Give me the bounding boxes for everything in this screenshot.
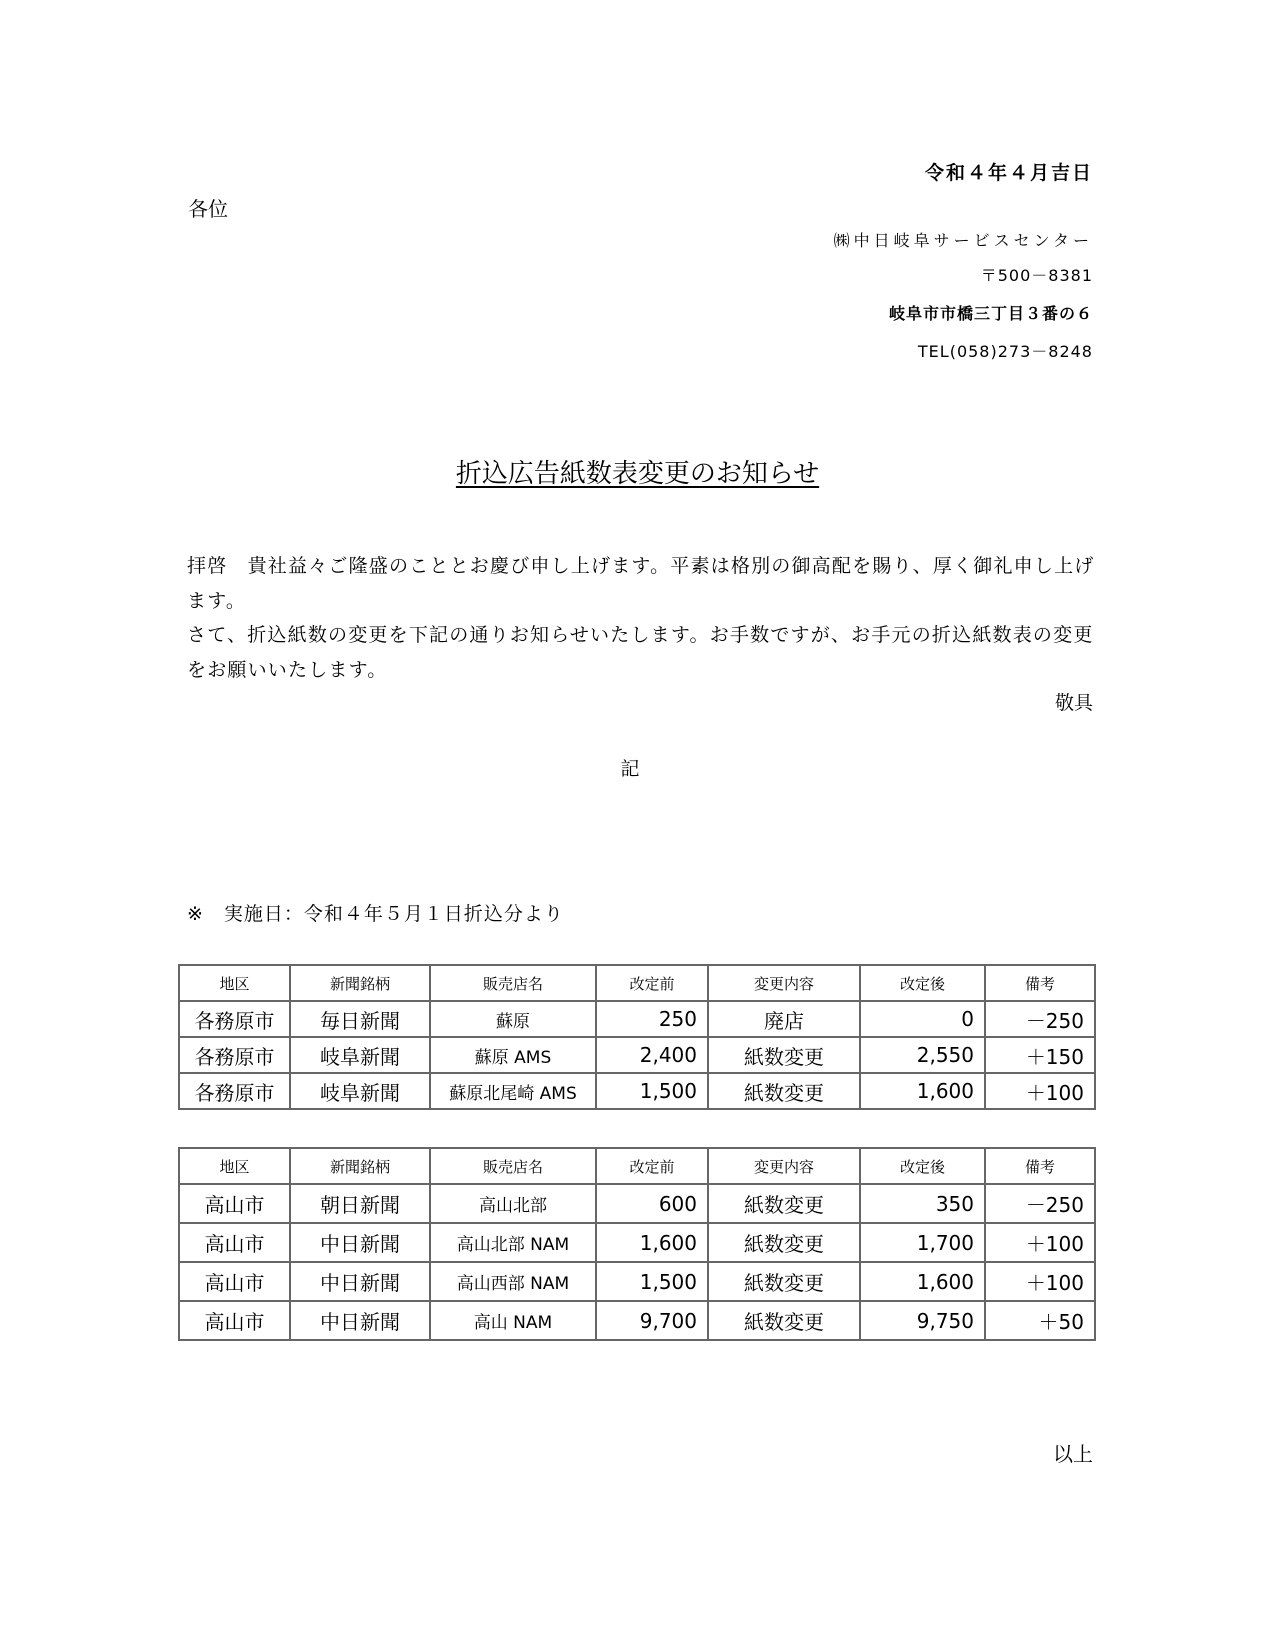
sender-company: ㈱中日岐阜サービスセンター <box>833 231 1093 250</box>
cell-newspaper: 朝日新聞 <box>290 1184 430 1223</box>
cell-area: 高山市 <box>179 1223 290 1262</box>
cell-area: 高山市 <box>179 1262 290 1301</box>
cell-newspaper: 毎日新聞 <box>290 1001 430 1037</box>
header-note: 備考 <box>985 965 1095 1001</box>
cell-before: 9,700 <box>596 1301 708 1340</box>
header-after: 改定後 <box>860 1148 985 1184</box>
table-row <box>179 1184 1095 1223</box>
cell-before: 1,600 <box>596 1223 708 1262</box>
table-row <box>179 1001 1095 1037</box>
cell-change-type: 紙数変更 <box>708 1262 860 1301</box>
cell-note: －250 <box>985 1001 1095 1037</box>
cell-store-name: 蘇原北尾崎 AMS <box>430 1073 596 1109</box>
header-area: 地区 <box>179 1148 290 1184</box>
cell-change-type: 紙数変更 <box>708 1184 860 1223</box>
header-store-name: 販売店名 <box>430 1148 596 1184</box>
table-header-row <box>179 1148 1095 1184</box>
cell-note: ＋100 <box>985 1262 1095 1301</box>
cell-store-name: 蘇原 AMS <box>430 1037 596 1073</box>
cell-store-name: 高山北部 NAM <box>430 1223 596 1262</box>
closing-ijo: 以上 <box>1053 1442 1093 1466</box>
cell-after: 350 <box>860 1184 985 1223</box>
sender-postal-code: 〒500－8381 <box>980 266 1093 285</box>
cell-before: 600 <box>596 1184 708 1223</box>
changes-table-takayama <box>178 1147 1096 1341</box>
cell-area: 各務原市 <box>179 1073 290 1109</box>
cell-before: 1,500 <box>596 1262 708 1301</box>
cell-store-name: 高山西部 NAM <box>430 1262 596 1301</box>
table-body <box>179 1184 1095 1340</box>
table-row <box>179 1073 1095 1109</box>
cell-after: 1,700 <box>860 1223 985 1262</box>
header-store-name: 販売店名 <box>430 965 596 1001</box>
header-change-type: 変更内容 <box>708 965 860 1001</box>
cell-store-name: 高山北部 <box>430 1184 596 1223</box>
cell-change-type: 紙数変更 <box>708 1223 860 1262</box>
header-newspaper: 新聞銘柄 <box>290 965 430 1001</box>
cell-after: 9,750 <box>860 1301 985 1340</box>
cell-change-type: 紙数変更 <box>708 1037 860 1073</box>
document-title-text: 折込広告紙数表変更のお知らせ <box>455 459 820 489</box>
cell-newspaper: 中日新聞 <box>290 1223 430 1262</box>
cell-after: 1,600 <box>860 1073 985 1109</box>
cell-change-type: 紙数変更 <box>708 1073 860 1109</box>
table-header-row <box>179 965 1095 1001</box>
sender-tel: TEL(058)273－8248 <box>917 342 1093 361</box>
cell-change-type: 紙数変更 <box>708 1301 860 1340</box>
header-before: 改定前 <box>596 965 708 1001</box>
cell-newspaper: 岐阜新聞 <box>290 1037 430 1073</box>
header-newspaper: 新聞銘柄 <box>290 1148 430 1184</box>
cell-store-name: 蘇原 <box>430 1001 596 1037</box>
closing-keigu: 敬具 <box>1054 692 1093 714</box>
effective-date-note: ※ 実施日：令和４年５月１日折込分より <box>187 903 564 925</box>
changes-table-kakamigahara <box>178 964 1096 1110</box>
cell-after: 1,600 <box>860 1262 985 1301</box>
cell-note: ＋150 <box>985 1037 1095 1073</box>
document-date: 令和４年４月吉日 <box>924 162 1093 184</box>
table-row <box>179 1223 1095 1262</box>
header-before: 改定前 <box>596 1148 708 1184</box>
cell-before: 1,500 <box>596 1073 708 1109</box>
cell-area: 高山市 <box>179 1184 290 1223</box>
body-paragraph-notice: さて、折込紙数の変更を下記の通りお知らせいたします。お手数ですが、お手元の折込紙数表の変更をお願いいたします。 <box>187 624 1094 681</box>
cell-after: 0 <box>860 1001 985 1037</box>
cell-area: 各務原市 <box>179 1001 290 1037</box>
table-row <box>179 1037 1095 1073</box>
table-body <box>179 1001 1095 1109</box>
cell-store-name: 高山 NAM <box>430 1301 596 1340</box>
table-row <box>179 1262 1095 1301</box>
cell-note: ＋100 <box>985 1073 1095 1109</box>
letter-body <box>187 549 1097 687</box>
cell-newspaper: 中日新聞 <box>290 1262 430 1301</box>
cell-after: 2,550 <box>860 1037 985 1073</box>
addressee: 各位 <box>188 197 228 221</box>
document-title <box>0 453 1275 490</box>
cell-area: 各務原市 <box>179 1037 290 1073</box>
cell-change-type: 廃店 <box>708 1001 860 1037</box>
header-change-type: 変更内容 <box>708 1148 860 1184</box>
cell-before: 250 <box>596 1001 708 1037</box>
body-paragraph-greeting: 拝啓 貴社益々ご隆盛のこととお慶び申し上げます。平素は格別の御高配を賜り、厚く御礼申し上げます。 <box>187 555 1095 612</box>
header-after: 改定後 <box>860 965 985 1001</box>
cell-note: －250 <box>985 1184 1095 1223</box>
header-note: 備考 <box>985 1148 1095 1184</box>
cell-newspaper: 岐阜新聞 <box>290 1073 430 1109</box>
cell-newspaper: 中日新聞 <box>290 1301 430 1340</box>
cell-note: ＋50 <box>985 1301 1095 1340</box>
cell-note: ＋100 <box>985 1223 1095 1262</box>
header-area: 地区 <box>179 965 290 1001</box>
table-row <box>179 1301 1095 1340</box>
sender-address: 岐阜市市橋三丁目３番の６ <box>888 304 1093 323</box>
cell-before: 2,400 <box>596 1037 708 1073</box>
ki-heading: 記 <box>620 758 640 780</box>
cell-area: 高山市 <box>179 1301 290 1340</box>
